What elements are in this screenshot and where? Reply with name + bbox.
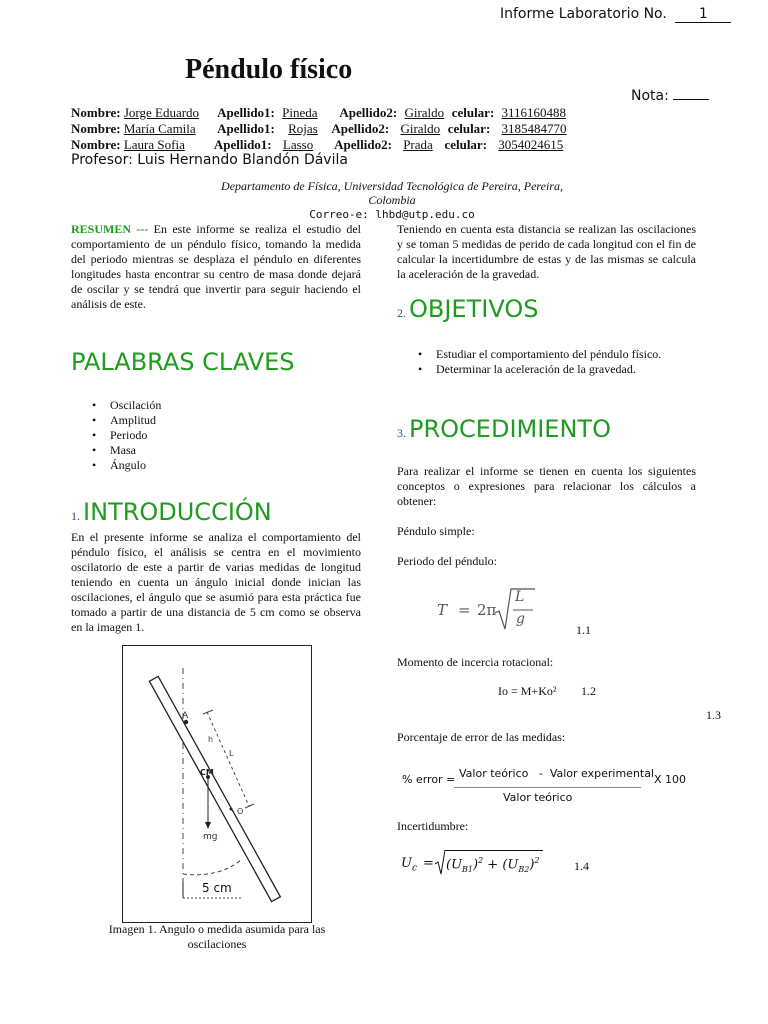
label-a: A — [182, 711, 189, 721]
figure-frame — [122, 645, 312, 923]
resumen-label: RESUMEN --- — [71, 222, 149, 236]
label-mg: mg — [203, 832, 218, 842]
pendulo-simple-label: Péndulo simple: — [397, 524, 475, 538]
equation-periodo: T = 2π L g — [437, 585, 537, 635]
equation-error: % error = Valor teórico - Valor experimental Valor teórico X 100 — [402, 767, 687, 804]
author-row: Nombre: Laura Sofia Apellido1: Lasso Apellido2: Prada celular: 3054024615 — [71, 137, 564, 152]
equation-number: 1.1 — [576, 623, 591, 637]
equation-number: 1.4 — [574, 859, 589, 873]
pendulum-rod — [149, 676, 280, 901]
profesor-line: Profesor: Luis Hernando Blandón Dávila — [71, 152, 348, 168]
author-row: Nombre: María Camila Apellido1: Rojas Apellido2: Giraldo celular: 3185484770 — [71, 121, 567, 136]
nota-blank — [673, 87, 709, 100]
procedimiento-intro: Para realizar el informe se tienen en cuenta los siguientes conceptos o expresiones para relacionar los cálculos a obtener: — [397, 464, 696, 508]
label-h: h — [208, 735, 214, 744]
section-heading-objetivos: 2. OBJETIVOS — [397, 295, 539, 323]
resumen-text: En este informe se realiza el estudio del comportamiento de un péndulo físico, tomando la medida del periodo mientras se desplaza el péndulo en diferentes longitudes hasta encontrar su centro de masa donde dejará de oscilar y se tendrá que invertir para seguir haciendo el análisis de este. — [71, 222, 362, 311]
list-item: • Estudiar el comportamiento del péndulo físico. — [414, 347, 661, 362]
affiliation-line: Departamento de Física, Universidad Tecnológica de Pereira, Pereira, — [221, 179, 563, 193]
email: Correo-e: lhbd@utp.edu.co — [309, 208, 475, 221]
affiliation — [150, 179, 634, 207]
list-item: • Amplitud — [88, 413, 161, 428]
objetivos-list — [414, 347, 661, 377]
section-number: 1. — [71, 509, 80, 523]
pendulum-diagram — [123, 646, 311, 922]
section-heading-introduccion: 1. INTRODUCCIÓN — [71, 498, 272, 526]
momento-label: Momento de incercia rotacional: — [397, 655, 554, 669]
section-number: 2. — [397, 306, 406, 320]
label-o: O — [237, 807, 244, 816]
list-item: • Oscilación — [88, 398, 161, 413]
report-number: 1 — [675, 6, 731, 23]
resumen — [71, 222, 361, 312]
porcentaje-label: Porcentaje de error de las medidas: — [397, 730, 566, 744]
affiliation-line: Colombia — [368, 193, 416, 207]
incertidumbre-label: Incertidumbre: — [397, 819, 469, 833]
label-cm: CM — [200, 768, 214, 777]
list-item: • Periodo — [88, 428, 161, 443]
section-number: 3. — [397, 426, 406, 440]
section-heading-palabras: PALABRAS CLAVES — [71, 348, 295, 376]
keywords-list — [88, 398, 161, 473]
section-heading-procedimiento: 3. PROCEDIMIENTO — [397, 415, 611, 443]
equation-number: 1.2 — [581, 684, 596, 698]
equation-incertidumbre: $U_c$ = $(U_{B1})^2 + (U_{B2})^2$ — [401, 848, 561, 878]
list-item: • Determinar la aceleración de la gravedad. — [414, 362, 661, 377]
report-header — [500, 6, 731, 23]
equation-momento: Io = M+Ko² — [498, 684, 557, 698]
page-title: Péndulo físico — [185, 54, 353, 85]
report-label: Informe Laboratorio No. — [500, 6, 667, 22]
nota-label: Nota: — [631, 88, 669, 104]
label-5cm: 5 cm — [202, 881, 232, 895]
nota-field — [631, 87, 709, 104]
list-item: • Ángulo — [88, 458, 161, 473]
introduccion-text: En el presente informe se analiza el comportamiento del péndulo físico, el análisis se centra en el movimiento oscilatorio de este a partir de varias medidas de longitud teniendo en cuenta un ángulo inicial donde inician las oscilaciones, el ángulo que se asumió para esta práctica fue tomado a partir de una distancia de 5 cm como se observa en la imagen 1. — [71, 530, 361, 634]
periodo-label: Periodo del péndulo: — [397, 554, 497, 568]
equation-number: 1.3 — [706, 708, 721, 722]
right-intro-text: Teniendo en cuenta esta distancia se realizan las oscilaciones y se toman 5 medidas de perido de cada longitud con el fin de calcular la incertidumbre de estas y de las mismas se calcula la aceleración de la gravedad. — [397, 222, 696, 281]
angle-arc — [183, 860, 241, 875]
author-row: Nombre: Jorge Eduardo Apellido1: Pineda Apellido2: Giraldo celular: 3116160488 — [71, 105, 567, 120]
arrow-down-icon — [205, 822, 211, 829]
label-l: L — [229, 749, 234, 758]
figure-caption: Imagen 1. Angulo o medida asumida para las oscilaciones — [108, 922, 326, 951]
list-item: • Masa — [88, 443, 161, 458]
